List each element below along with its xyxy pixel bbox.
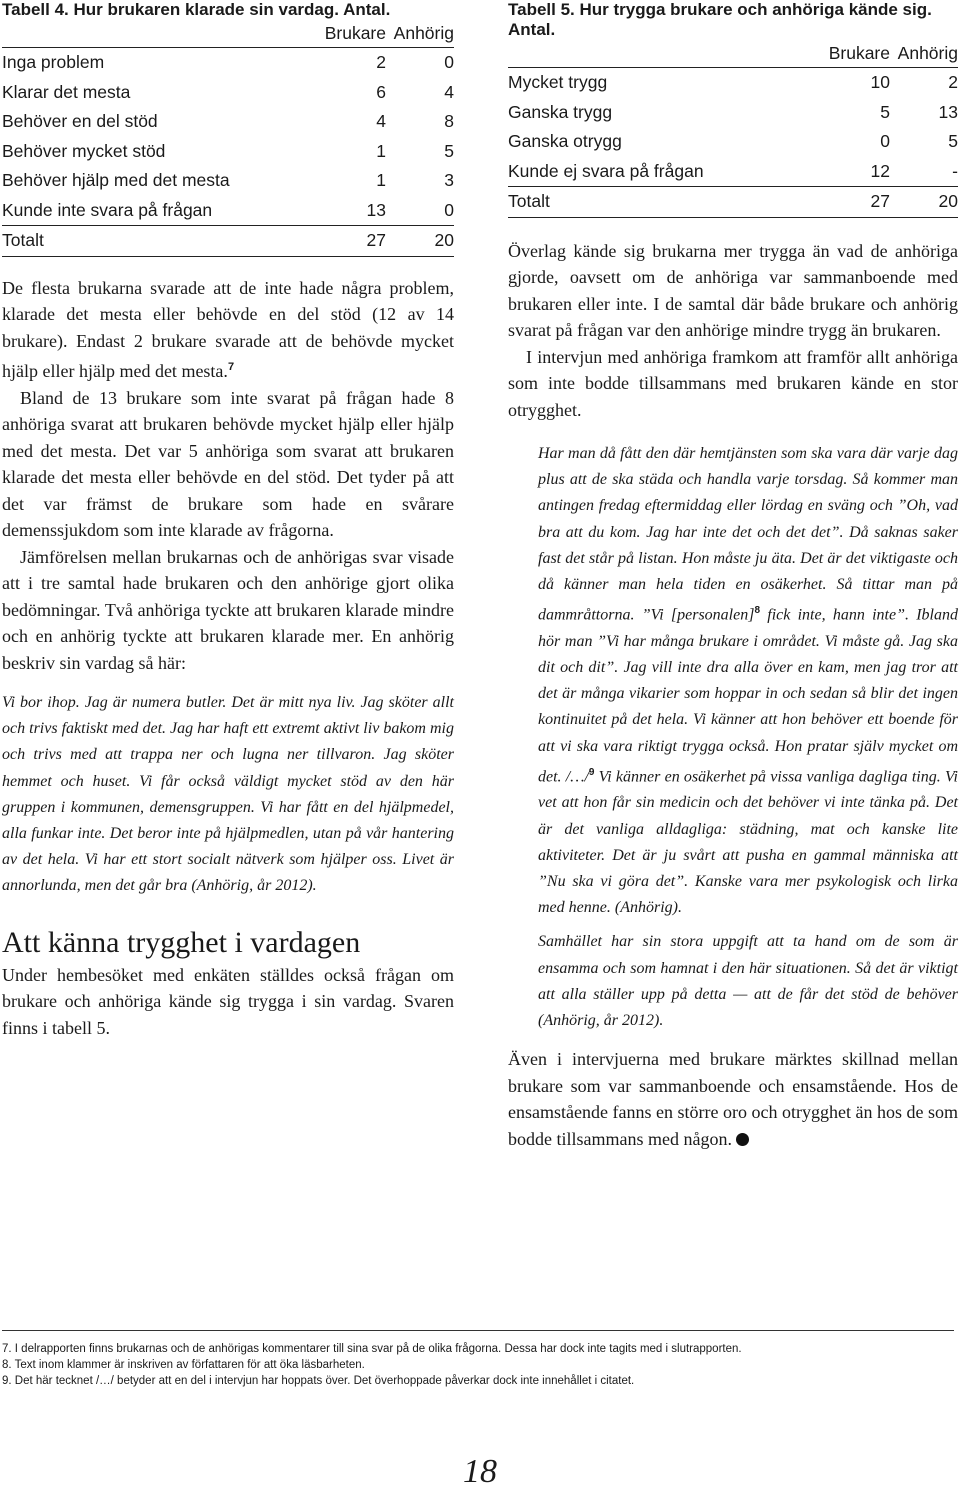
page-number: 18 [463, 1453, 497, 1490]
total-anhorig: 20 [386, 226, 454, 257]
table-row [508, 98, 958, 128]
cell-anhorig: 5 [948, 131, 958, 152]
table5 [508, 40, 958, 218]
cell-brukare: 12 [870, 160, 890, 181]
footnotes [2, 1330, 954, 1389]
table-row [2, 137, 454, 167]
table5-caption: Tabell 5. Hur trygga brukare och anhöriga kände sig. Antal. [508, 0, 932, 39]
table-row [2, 48, 454, 78]
row-label: Kunde ej svara på frågan [508, 160, 704, 181]
table-row [2, 166, 454, 196]
table-total-row [2, 226, 454, 257]
cell-brukare: 13 [366, 199, 386, 220]
table4-header-empty [2, 20, 318, 48]
paragraph-4: Under hembesöket med enkäten ställdes också frågan om brukare och anhöriga kände sig trygga i sin vardag. Svaren finns i tabell 5. [2, 964, 454, 1038]
table5-header-empty [508, 40, 822, 68]
quote-anhorig-hemtjanst [508, 441, 958, 921]
row-label: Kunde inte svara på frågan [2, 199, 213, 220]
cell-brukare: 6 [376, 81, 386, 102]
row-label: Ganska otrygg [508, 131, 622, 152]
paragraph-1-text: De flesta brukarna svarade att de inte hade några problem, klarade det mesta eller behövde en del stöd (12 av 14 brukare). Endast 2 brukare svarade att de behövde mycket hjälp eller hjälp med det mesta. [2, 277, 454, 381]
row-label: Mycket trygg [508, 68, 822, 98]
table5-header-brukare: Brukare [828, 43, 890, 63]
table4-header-brukare: Brukare [324, 23, 386, 43]
table4-header-row [2, 20, 454, 48]
footnote-7: 7. I delrapporten finns brukarnas och de anhörigas kommentarer till sina svar på de olika frågorna. Dessa har dock inte tagits med i slutrapporten. [2, 1343, 742, 1355]
cell-anhorig: - [952, 160, 958, 181]
quote-anhorig-butler: Vi bor ihop. Jag är numera butler. Det är mitt nya liv. Jag sköter allt och trivs faktiskt med det. Jag har haft ett extremt aktivt liv bakom mig och trivs med att trappa ner och lugna ner tillvaron. Jag sköter hemmet och huset. Vi får också väldigt mycket stöd av den här gruppen i kommunen, demensgruppen. Vi har fått en del hjälpmedel, alla funkar inte. Det beror inte på hjälpmedlen, utan på vår hantering av det hela. Vi har ett stort socialt nätverk som hjälper oss. Livet är annorlunda, men det går bra (Anhörig, år 2012). [2, 694, 454, 895]
total-label: Totalt [508, 187, 822, 218]
cell-anhorig: 2 [890, 68, 958, 98]
cell-brukare: 10 [822, 68, 890, 98]
row-label: Behöver mycket stöd [2, 140, 166, 161]
cell-brukare: 1 [376, 140, 386, 161]
footnote-8: 8. Text inom klammer är inskriven av författaren för att öka läsbarheten. [2, 1359, 365, 1371]
table-row [2, 78, 454, 108]
cell-anhorig: 0 [386, 48, 454, 78]
cell-anhorig: 0 [444, 199, 454, 220]
table-row [2, 107, 454, 137]
table4-header-anhorig: Anhörig [393, 23, 454, 43]
total-brukare: 27 [318, 226, 386, 257]
table5-header-row [508, 40, 958, 68]
cell-brukare: 4 [376, 111, 386, 132]
table4 [2, 20, 454, 257]
table-row [2, 196, 454, 226]
quote-text-part-b: fick inte, hann inte”. Ibland hör man ”Vi har många brukare i området. Vi måste gå. Jag ska dit och dit”. Jag vill inte dra alla över en kam, men jag tror att det är många vikarier som hoppar in och sedan så blir det ingen kontinuitet på det hela. Vi känner att hon behöver ett boende för att vi ska vara riktigt trygga också. Hon pratar själv mycket om det. /…/ [538, 606, 958, 786]
footnote-ref-8[interactable]: 8 [754, 605, 760, 617]
paragraph-r1: Överlag kände sig brukarna mer trygga än vad de anhöriga gjorde, oavsett om de anhöriga var sammanboende med brukaren eller inte. I de samtal där både brukare och anhörig svarat på frågan var den anhörige mindre trygg än brukaren. [508, 240, 958, 340]
row-label: Behöver hjälp med det mesta [2, 170, 230, 191]
cell-brukare: 5 [880, 101, 890, 122]
cell-anhorig: 13 [938, 101, 958, 122]
total-brukare: 27 [822, 187, 890, 218]
footnote-ref-7[interactable]: 7 [227, 361, 235, 373]
right-column [508, 0, 958, 1152]
table-row [508, 68, 958, 98]
cell-anhorig: 3 [444, 170, 454, 191]
left-column [2, 0, 454, 1041]
paragraph-1 [2, 275, 454, 385]
row-label: Inga problem [2, 48, 318, 78]
cell-brukare: 1 [376, 170, 386, 191]
table-row [508, 127, 958, 157]
paragraph-r3 [508, 1046, 958, 1152]
quote-text-part-c: Vi känner en osäkerhet på vissa vanliga dagliga ting. Vi vet att hon får sin medicin och det behöver vi inte tänka på. Det är det vanliga alldagliga: städning, mat och kanske lite aktiviteter. Det är ju svårt att pusha en gammal människa att ”Nu ska vi göra det”. Kanske vara mer psykologisk och lirka med henne. (Anhörig). [538, 768, 958, 917]
row-label: Klarar det mesta [2, 81, 131, 102]
paragraph-3: Jämförelsen mellan brukarnas och de anhörigas svar visade att i tre samtal hade brukaren och den anhörige gjort olika bedömningar. Två anhöriga tyckte att brukaren klarade mindre och en anhörig tyckte att brukaren klarade mer. En anhörig beskriv sin vardag så här: [2, 546, 454, 673]
cell-anhorig: 5 [444, 140, 454, 161]
section-heading: Att känna trygghet i vardagen [2, 925, 361, 959]
cell-brukare: 0 [880, 131, 890, 152]
cell-anhorig: 4 [444, 81, 454, 102]
total-anhorig: 20 [890, 187, 958, 218]
cell-brukare: 2 [318, 48, 386, 78]
footnote-9: 9. Det här tecknet /…/ betyder att en del i intervjun har hoppats över. Det överhoppade påverkar dock inte innehållet i citatet. [2, 1375, 635, 1387]
row-label: Ganska trygg [508, 101, 613, 122]
total-label: Totalt [2, 226, 318, 257]
quote-text-part-a: Har man då fått den där hemtjänsten som ska vara där varje dag plus att de ska städa och handla varje torsdag. Så kommer man antingen fredag eftermiddag eller lördag en sväng och ”Oh, vad bra att du kom. Jag har inte det och det det”. Då saknas saker fast det står på listan. Hon måste ju äta. Det är det viktigaste och då känner man hela tiden en osäkerhet. Så tittar man på dammråttorna. ”Vi [personalen] [538, 445, 958, 624]
table4-caption: Tabell 4. Hur brukaren klarade sin vardag. Antal. [2, 0, 391, 19]
end-of-article-bullet-icon [736, 1133, 749, 1146]
quote-anhorig-samhallet: Samhället har sin stora uppgift att ta hand om de som är ensamma och som hamnat i den här situationen. Så det är viktigt att alla ställer upp på detta — att de får det stöd de behöver (Anhörig, år 2012). [538, 933, 958, 1029]
paragraph-r3-text: Även i intervjuerna med brukare märktes skillnad mellan brukare som var sammanboende och ensamstående. Hos de ensamstående fanns en större oro och otrygghet än hos de som bodde tillsammans med någon. [508, 1049, 958, 1149]
paragraph-2: Bland de 13 brukare som inte svarat på frågan hade 8 anhöriga svarat att brukaren behövde mycket hjälp eller hjälp med det mesta. Det var 5 anhöriga som svarat att brukaren klarade det mesta eller behövde en del stöd. Det tyder på att det var främst de brukare som hade en svårare demenssjukdom som inte klarade av frågorna. [2, 387, 454, 540]
table-row [508, 157, 958, 187]
row-label: Behöver en del stöd [2, 111, 158, 132]
table-total-row [508, 187, 958, 218]
footnote-ref-9[interactable]: 9 [588, 766, 595, 778]
cell-anhorig: 8 [444, 111, 454, 132]
paragraph-r2: I intervjun med anhöriga framkom att framför allt anhöriga som inte bodde tillsammans med brukaren kände en stor otrygghet. [508, 346, 958, 420]
table5-header-anhorig: Anhörig [897, 43, 958, 63]
